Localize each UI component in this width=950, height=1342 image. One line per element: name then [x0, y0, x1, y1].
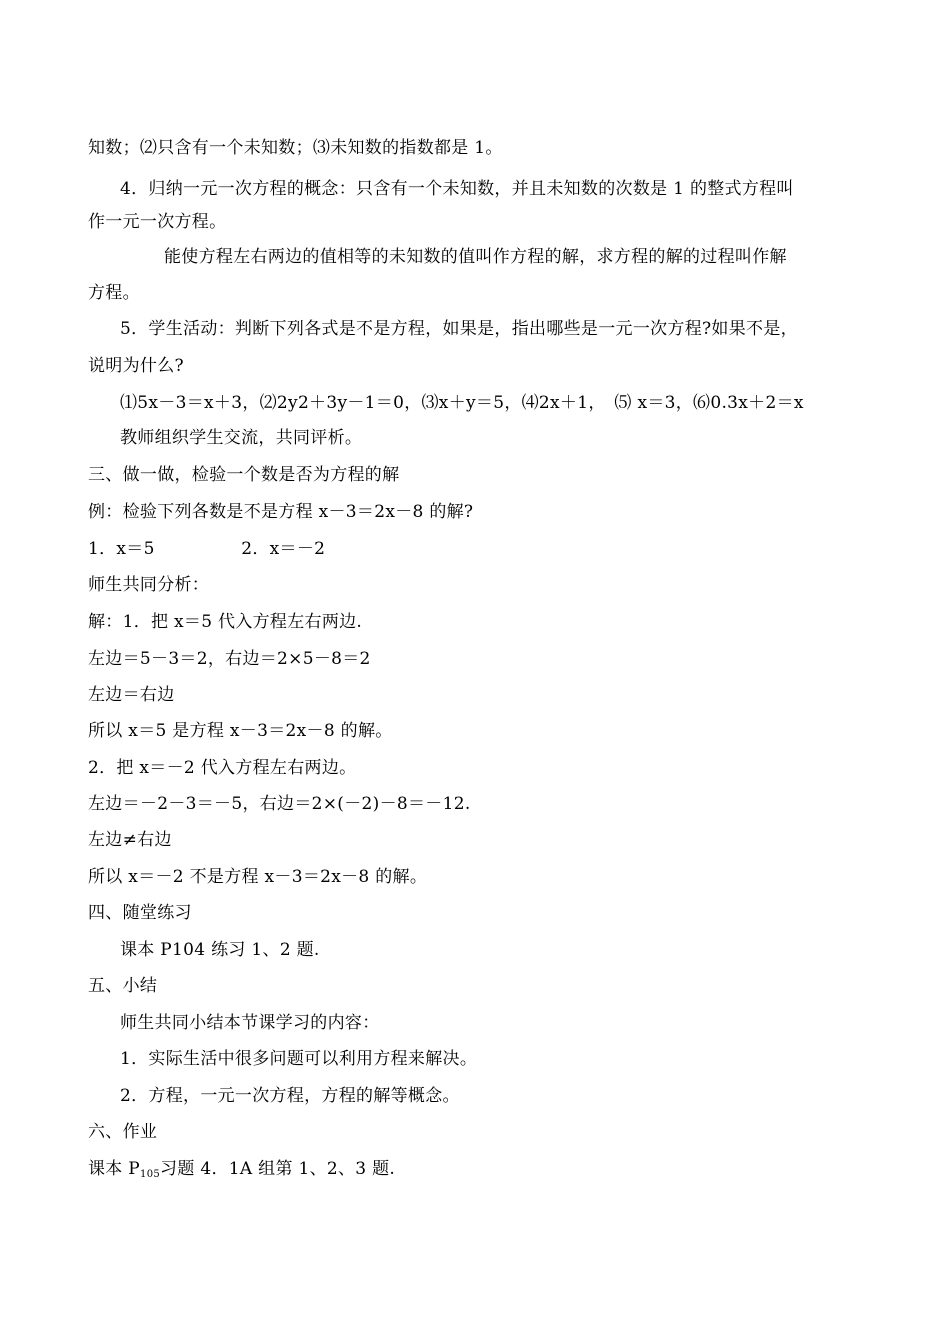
homework-line: [88, 1158, 395, 1183]
text-line: 教师组织学生交流，共同评析。: [120, 428, 363, 448]
text-line: 2．方程，一元一次方程，方程的解等概念。: [120, 1086, 460, 1106]
text-line: 左边＝－2－3＝－5，右边＝2×(－2)－8＝－12.: [88, 794, 471, 814]
section-heading: 五、小结: [88, 976, 158, 996]
text-line: 能使方程左右两边的值相等的未知数的值叫作方程的解，求方程的解的过程叫作解: [164, 247, 787, 267]
text-line: 5．学生活动：判断下列各式是不是方程，如果是，指出哪些是一元一次方程?如果不是，: [120, 319, 798, 339]
text-line: 师生共同小结本节课学习的内容：: [120, 1013, 380, 1033]
equation-list: ⑴5x－3＝x＋3，⑵2y2＋3y－1＝0，⑶x＋y＝5，⑷2x＋1， ⑸ x＝3，⑹0.3x＋2＝x: [120, 393, 804, 413]
section-heading: 三、做一做，检验一个数是否为方程的解: [88, 465, 400, 485]
section-heading: 六、作业: [88, 1122, 158, 1142]
section-heading: 四、随堂练习: [88, 903, 192, 923]
text-line: 1．x＝5 2．x＝－2: [88, 539, 326, 559]
text-line: 作一元一次方程。: [88, 212, 227, 232]
text-line: 知数；⑵只含有一个未知数；⑶未知数的指数都是 1。: [88, 138, 503, 158]
text-line: 所以 x＝－2 不是方程 x－3＝2x－8 的解。: [88, 867, 428, 887]
text-line: 左边＝右边: [88, 685, 175, 705]
homework-suffix: 习题 4．1A 组第 1、2、3 题.: [160, 1159, 396, 1179]
text-line: 1．实际生活中很多问题可以利用方程来解决。: [120, 1049, 478, 1069]
page-subscript: 105: [140, 1169, 161, 1180]
text-line: 方程。: [88, 283, 140, 303]
text-line: 说明为什么?: [88, 356, 184, 376]
homework-prefix: 课本 P: [88, 1159, 141, 1179]
text-line: 课本 P104 练习 1、2 题.: [120, 940, 320, 960]
text-line: 所以 x＝5 是方程 x－3＝2x－8 的解。: [88, 721, 393, 741]
text-line: 例：检验下列各数是不是方程 x－3＝2x－8 的解?: [88, 502, 474, 522]
text-line: 左边＝5－3＝2，右边＝2×5－8＝2: [88, 649, 371, 669]
text-line: 左边≠右边: [88, 830, 172, 850]
text-line: 解：1．把 x＝5 代入方程左右两边.: [88, 612, 363, 632]
text-line: 师生共同分析：: [88, 575, 210, 595]
text-line: 2．把 x＝－2 代入方程左右两边。: [88, 758, 357, 778]
text-line: 4．归纳一元一次方程的概念：只含有一个未知数，并且未知数的次数是 1 的整式方程叫: [120, 179, 794, 199]
